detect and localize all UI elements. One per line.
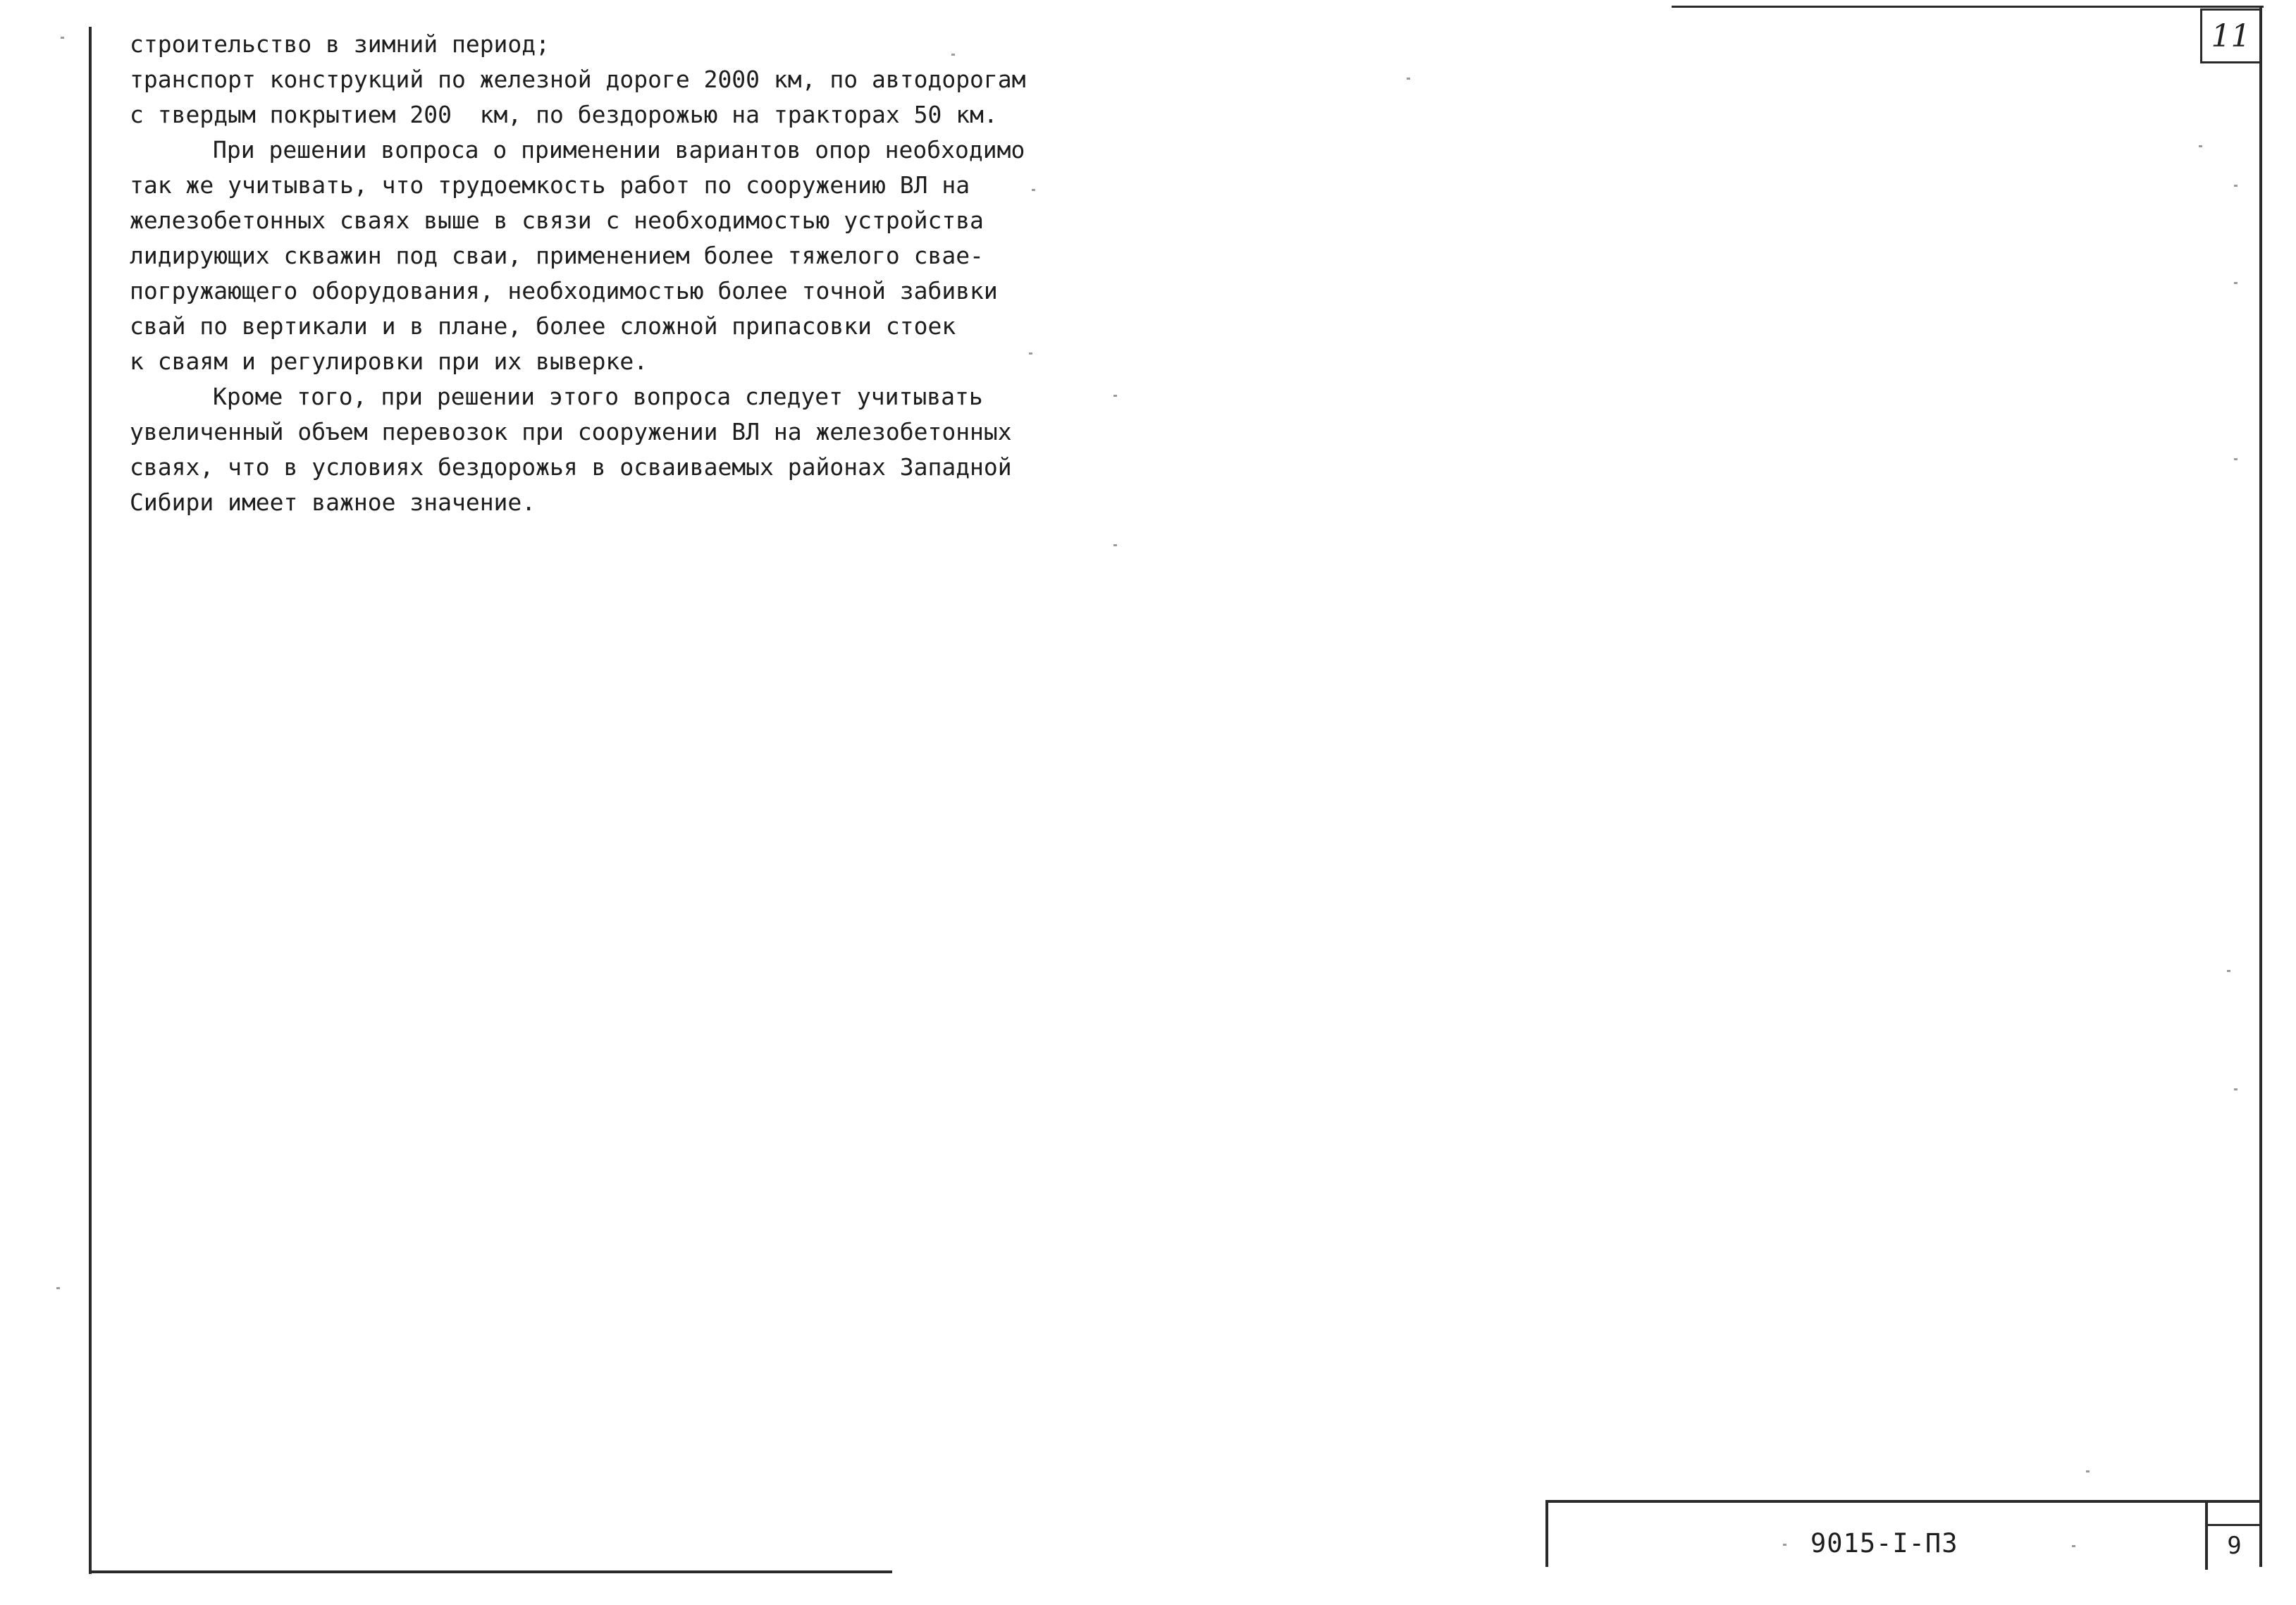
scan-speck [1032,189,1035,191]
text-line: железобетонных сваях выше в связи с необходимостью устройства [130,207,984,234]
text-line: транспорт конструкций по железной дороге 2000 км, по автодорогам [130,66,1026,93]
text-line: к сваям и регулировки при их выверке. [130,348,648,375]
scan-speck [2234,282,2238,284]
scan-speck [2086,1470,2090,1472]
sheet-number: 11 [2211,18,2251,54]
scan-speck [1113,395,1117,397]
scan-speck [2199,145,2202,147]
frame-top-right-border [1672,6,2264,8]
page-number: 9 [2227,1532,2242,1560]
scan-speck [2234,458,2238,460]
scan-speck [2234,1088,2238,1090]
text-line: строительство в зимний период; [130,30,550,58]
text-line: сваях, что в условиях бездорожья в осваиваемых районах Западной [130,453,1012,481]
scan-speck [1783,1544,1786,1546]
text-line: При решении вопроса о применении вариантов опор необходимо [213,136,1025,164]
text-line: свай по вертикали и в плане, более сложной припасовки стоек [130,312,956,340]
scan-speck [1029,352,1032,355]
text-line: лидирующих скважин под сваи, применением более тяжелого свае- [130,242,984,269]
scan-speck [1407,78,1410,80]
frame-right-border [2259,6,2262,1567]
text-line: увеличенный объем перевозок при сооружении ВЛ на железобетонных [130,418,1012,445]
frame-left-border [89,27,92,1574]
scan-speck [56,1287,60,1289]
scan-speck [61,37,64,39]
scan-speck [951,54,955,56]
text-line: с твердым покрытием 200 км, по бездорожью на тракторах 50 км. [130,101,998,128]
text-line: погружающего оборудования, необходимостью более точной забивки [130,277,998,305]
text-line: Сибири имеет важное значение. [130,488,536,516]
document-code: 9015-I-ПЗ [1810,1528,1958,1558]
text-line: так же учитывать, что трудоемкость работ по сооружению ВЛ на [130,171,970,199]
sheet-number-box [2200,8,2259,63]
scan-speck [2234,185,2238,187]
page-number-cell [2208,1524,2261,1566]
frame-bottom-border [89,1570,892,1573]
scan-speck [1113,544,1117,546]
title-block [1545,1500,2261,1567]
text-line: Кроме того, при решении этого вопроса следует учитывать [213,383,983,410]
scan-speck [2072,1545,2075,1547]
scan-speck [2227,970,2230,972]
document-body [130,27,1067,520]
